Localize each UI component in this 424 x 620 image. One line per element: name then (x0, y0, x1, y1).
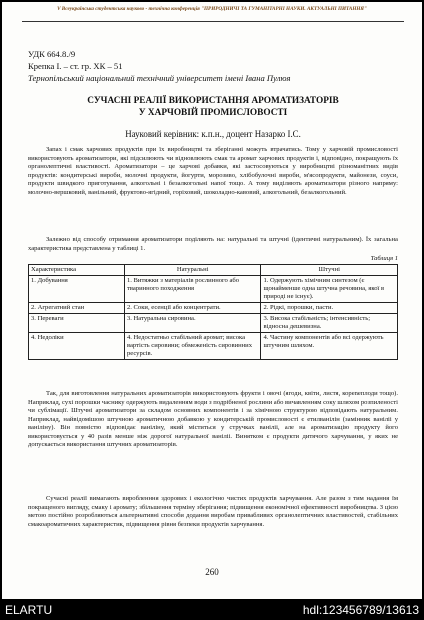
header-divider (22, 21, 404, 22)
table-cell: 2. Соки, есенції або концентрати. (124, 303, 261, 314)
paragraph-classification: Залежно від способу отримання ароматизатори поділяють на: натуральні та штучні (ідентичні натуральним). Їх загальна характеристика представлена у таблиці 1. (28, 236, 398, 252)
table-cell: 1. Добування (29, 276, 125, 303)
table-row (29, 314, 398, 333)
table-cell: 2. Агрегатний стан (29, 303, 125, 314)
table-row (29, 303, 398, 314)
document-page (2, 2, 422, 599)
table-cell: 1. Одержують хімічним синтезом (є щонайменше одна штучна речовина, якої в природі не існує). (261, 276, 398, 303)
title-line-2: У ХАРЧОВІЙ ПРОМИСЛОВОСТІ (138, 107, 288, 118)
table-row (29, 276, 398, 303)
table-cell: 4. Частину компонентів або всі одержують штучним шляхом. (261, 333, 398, 360)
table-header-row (29, 265, 398, 276)
table-row (29, 333, 398, 360)
institution-line: Тернопільський національний технічний університет імені Івана Пулюя (28, 73, 291, 83)
article-title (22, 96, 404, 119)
table-cell: 4. Недоліки (29, 333, 125, 360)
title-line-1: СУЧАСНІ РЕАЛІЇ ВИКОРИСТАННЯ АРОМАТИЗАТОРІВ (87, 96, 339, 106)
page-number: 260 (205, 567, 219, 577)
table-cell: 2. Рідкі, порошки, пасти. (261, 303, 398, 314)
paragraph-intro: Запах і смак харчових продуктів при їх виробництві та зберіганні можуть втрачатись. Тому у харчовій промисловості використовують ароматизатори, які підсилюють чи відновлюють смак та аромат харчових продуктів і, відповідно, покращують їх органолептичні властивості. Ароматизатори – це харчові добавки, які застосовуються у виробництві різноманітних видів продуктів: кондитерські вироби, молочні продукти, йогурти, морозиво, хлібобулочні вироби, м'ясопродукти, майонези, соуси, продукти швидкого приготування, алкогольні і безалкогольні напої тощо. А тому виділяють ароматизатори різного напряму: молочно-вершковий, ванільний, фруктово-ягідний, горіховий, шоколадно-кавовий, алкогольний, безалкогольний. (28, 146, 398, 196)
table-header-cell: Штучні (261, 265, 398, 276)
table-cell: 3. Переваги (29, 314, 125, 333)
repository-name: ELARTU (5, 603, 53, 617)
table-cell: 3. Висока стабільність; інтенсивність; відносна дешевизна. (261, 314, 398, 333)
table-header-cell: Натуральні (124, 265, 261, 276)
footer-bar (0, 602, 424, 620)
paragraph-conclusion: Сучасні реалії вимагають виробленння здорових і екологічно чистих продуктів харчування. Але разом з тим надання їм покращеного вигляду, смаку і аромату; збільшення терміну зберігання; підвищення економічної ефективності виробництва. З цією метою постійно розробляються альтернативні способи додання виробам привабливих органолептичних властивостей, стабільних смакоароматичних характеристик, підвищення рівня безпеки продуктів харчування. (28, 495, 398, 528)
table-cell: 4. Недостатньо стабільний аромат; висока вартість сировини; обмеженість сировинних ресурсів. (124, 333, 261, 360)
supervisor-line: Науковий керівник: к.п.н., доцент Назарко І.С. (125, 129, 301, 139)
conference-header: V Всеукраїнська студентська науково - технічна конференція "ПРИРОДНИЧІ ТА ГУМАНІТАРНІ НАУКИ. АКТУАЛЬНІ ПИТАННЯ" (57, 6, 367, 12)
table-caption: Таблиця 1 (370, 255, 398, 262)
handle-id: hdl:123456789/13613 (302, 603, 419, 617)
table-cell: 1. Витяжки з матеріалів рослинного або тваринного походження (124, 276, 261, 303)
udk-code: УДК 664.8./9 (28, 49, 76, 59)
table-header-cell: Характеристика (29, 265, 125, 276)
characteristics-table (28, 264, 398, 360)
authors-line: Крепка І. – ст. гр. ХК – 51 (28, 61, 123, 71)
paragraph-natural-artificial: Так, для виготовлення натуральних ароматизаторів використовують фрукти і овочі (ягоди, квіти, листя, кореneплоди тощо). Наприклад, сухі порошки часнику одержують видаленням води з подрібненої рослини або вичавленням соку шляхом розпиленості чи сублімації. Штучні ароматизатори за складом основних компонентів і за хімічною структурою відповідають натуральним. Наприклад, найвідомішою штучною ароматичною добавкою у кондитерській промисловості є етилванілін (замінник ваніліі у ваніліну). Він повністю відповідає ваніліну, який міститься у стручках ваніліі, але на ароматизацію продукту його використовується у 40 разів менше ніж дорогої натуральної ваніліі. Винятком є продукти дитячого харчування, у яких не допускається використання штучних ароматизаторів. (28, 390, 398, 448)
table-cell: 3. Натуральна сировина. (124, 314, 261, 333)
